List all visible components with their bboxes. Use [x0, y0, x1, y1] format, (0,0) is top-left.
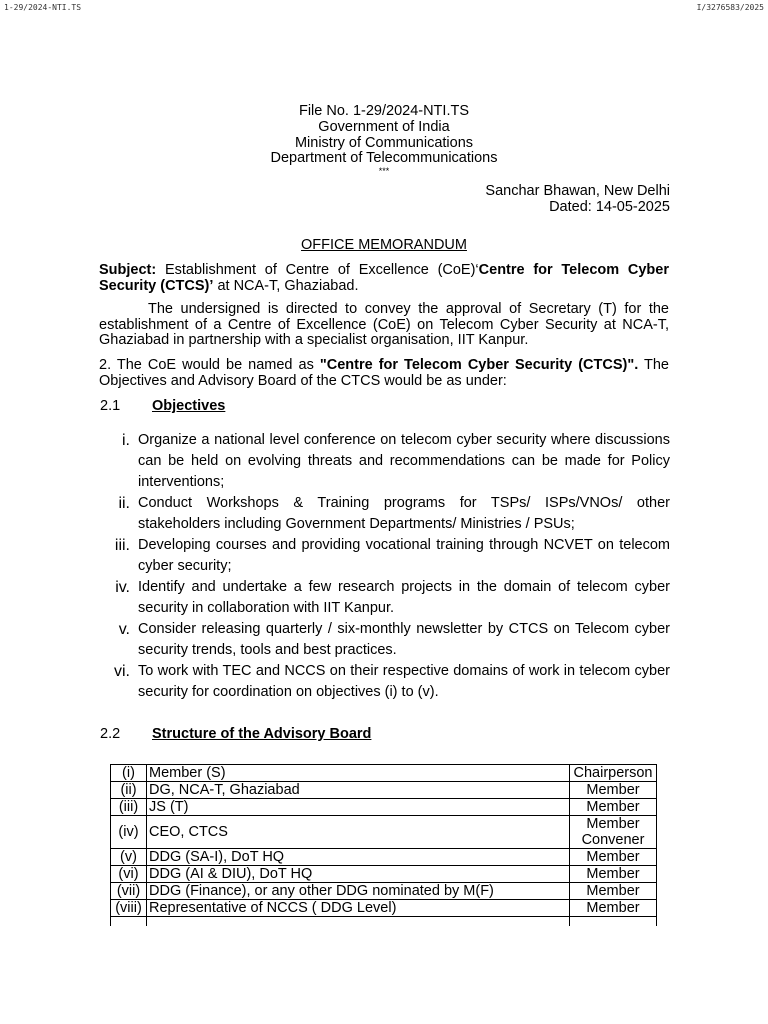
row-index: (iii): [111, 799, 147, 816]
row-index-empty: [111, 917, 147, 927]
member-name: DDG (Finance), or any other DDG nominated by M(F): [147, 883, 570, 900]
member-name: Member (S): [147, 765, 570, 782]
table-row: [111, 799, 657, 816]
document-id: I/3276583/2025: [696, 3, 764, 12]
list-text: Developing courses and providing vocational training through NCVET on telecom cyber security;: [138, 537, 670, 574]
paragraph-naming: [99, 358, 669, 389]
list-text: Consider releasing quarterly / six-monthly newsletter by CTCS on Telecom cyber security trends, tools and best practices.: [138, 621, 670, 658]
member-role: Member: [570, 866, 657, 883]
paragraph-naming-prefix: 2. The CoE would be named as: [99, 357, 320, 373]
place-and-date: [485, 184, 670, 215]
member-name: CEO, CTCS: [147, 816, 570, 849]
date: Dated: 14-05-2025: [549, 198, 670, 215]
list-item: [100, 493, 670, 535]
list-text: To work with TEC and NCCS on their respective domains of work in telecom cyber security for coordination on objectives (i) to (v).: [138, 663, 670, 700]
member-role: Member: [570, 883, 657, 900]
subject-label: Subject:: [99, 262, 157, 278]
department-name: Department of Telecommunications: [270, 150, 498, 167]
row-index: (vii): [111, 883, 147, 900]
subject-text: Establishment of Centre of Excellence (CoE)‘: [156, 262, 479, 278]
member-role: Member: [570, 849, 657, 866]
objectives-list: [100, 430, 670, 703]
member-role: Member: [586, 816, 640, 832]
list-numeral: i.: [122, 432, 130, 449]
table-row: [111, 883, 657, 900]
table-row: [111, 849, 657, 866]
paragraph-approval: The undersigned is directed to convey the approval of Secretary (T) for the establishment of a Centre of Excellence (CoE) on Telecom Cyber Security at NCA-T, Ghaziabad in partnership with a specialist organisation, IIT Kanpur.: [99, 301, 669, 348]
section-title: Structure of the Advisory Board: [152, 726, 372, 742]
table-row: [111, 782, 657, 799]
ministry-name: Ministry of Communications: [294, 134, 474, 151]
row-index: (i): [111, 765, 147, 782]
row-index: (ii): [111, 782, 147, 799]
member-name: DDG (AI & DIU), DoT HQ: [147, 866, 570, 883]
member-name: JS (T): [147, 799, 570, 816]
member-role-secondary: Convener: [581, 832, 645, 848]
file-reference: 1-29/2024-NTI.TS: [4, 3, 82, 12]
member-role: Chairperson: [570, 765, 657, 782]
member-role: Member: [570, 782, 657, 799]
member-role-stacked: [570, 816, 657, 849]
table-row-continuation: [111, 917, 657, 927]
row-index: (v): [111, 849, 147, 866]
subject-centre-name: Centre for Telecom Cyber Security (CTCS)’: [99, 262, 669, 294]
section-title: Objectives: [152, 398, 226, 414]
member-name: Representative of NCCS ( DDG Level): [147, 900, 570, 917]
list-text: Organize a national level conference on telecom cyber security where discussions can be held on evolving threats and recommendations can be made for Policy interventions;: [138, 432, 670, 490]
list-item: [100, 577, 670, 619]
browser-header: [0, 3, 768, 15]
section-objectives-heading: [100, 398, 225, 414]
section-number: 2.1: [100, 398, 121, 414]
list-text: Conduct Workshops & Training programs for TSPs/ ISPs/VNOs/ other stakeholders including Government Departments/ Ministries / PSUs;: [138, 495, 670, 532]
subject-line: [99, 263, 669, 294]
centre-name: "Centre for Telecom Cyber Security (CTCS)".: [319, 357, 639, 373]
list-item: [100, 619, 670, 661]
member-name-empty: [147, 917, 570, 927]
list-item: [100, 430, 670, 493]
row-index: (iv): [111, 816, 147, 849]
advisory-board-table: [110, 764, 657, 926]
section-number: 2.2: [100, 726, 121, 742]
row-index: (vi): [111, 866, 147, 883]
list-text: Identify and undertake a few research projects in the domain of telecom cyber security in collaboration with IIT Kanpur.: [138, 579, 670, 616]
member-name: DDG (SA-I), DoT HQ: [147, 849, 570, 866]
paragraph-naming-suffix: The Objectives and Advisory Board of the CTCS would be as under:: [99, 357, 669, 389]
row-index: (viii): [111, 900, 147, 917]
letterhead: [0, 104, 768, 175]
member-role-empty: [570, 917, 657, 927]
memo-title: OFFICE MEMORANDUM: [301, 237, 467, 253]
file-number: File No. 1-29/2024-NTI.TS: [298, 103, 470, 119]
list-numeral: ii.: [118, 495, 130, 512]
member-role: Member: [570, 900, 657, 917]
list-numeral: iv.: [115, 579, 130, 596]
government-name: Government of India: [318, 118, 450, 135]
list-numeral: iii.: [114, 537, 130, 554]
list-item: [100, 661, 670, 703]
table-row: [111, 765, 657, 782]
member-name: DG, NCA-T, Ghaziabad: [147, 782, 570, 799]
member-role: Member: [570, 799, 657, 816]
list-item: [100, 535, 670, 577]
section-board-heading: [100, 726, 371, 742]
separator-stars: ***: [378, 166, 390, 177]
table-row: [111, 900, 657, 917]
list-numeral: vi.: [114, 663, 130, 680]
list-numeral: v.: [118, 621, 130, 638]
table-row: [111, 816, 657, 849]
subject-suffix: at NCA-T, Ghaziabad.: [213, 277, 359, 294]
location: Sanchar Bhawan, New Delhi: [485, 183, 670, 199]
table-row: [111, 866, 657, 883]
